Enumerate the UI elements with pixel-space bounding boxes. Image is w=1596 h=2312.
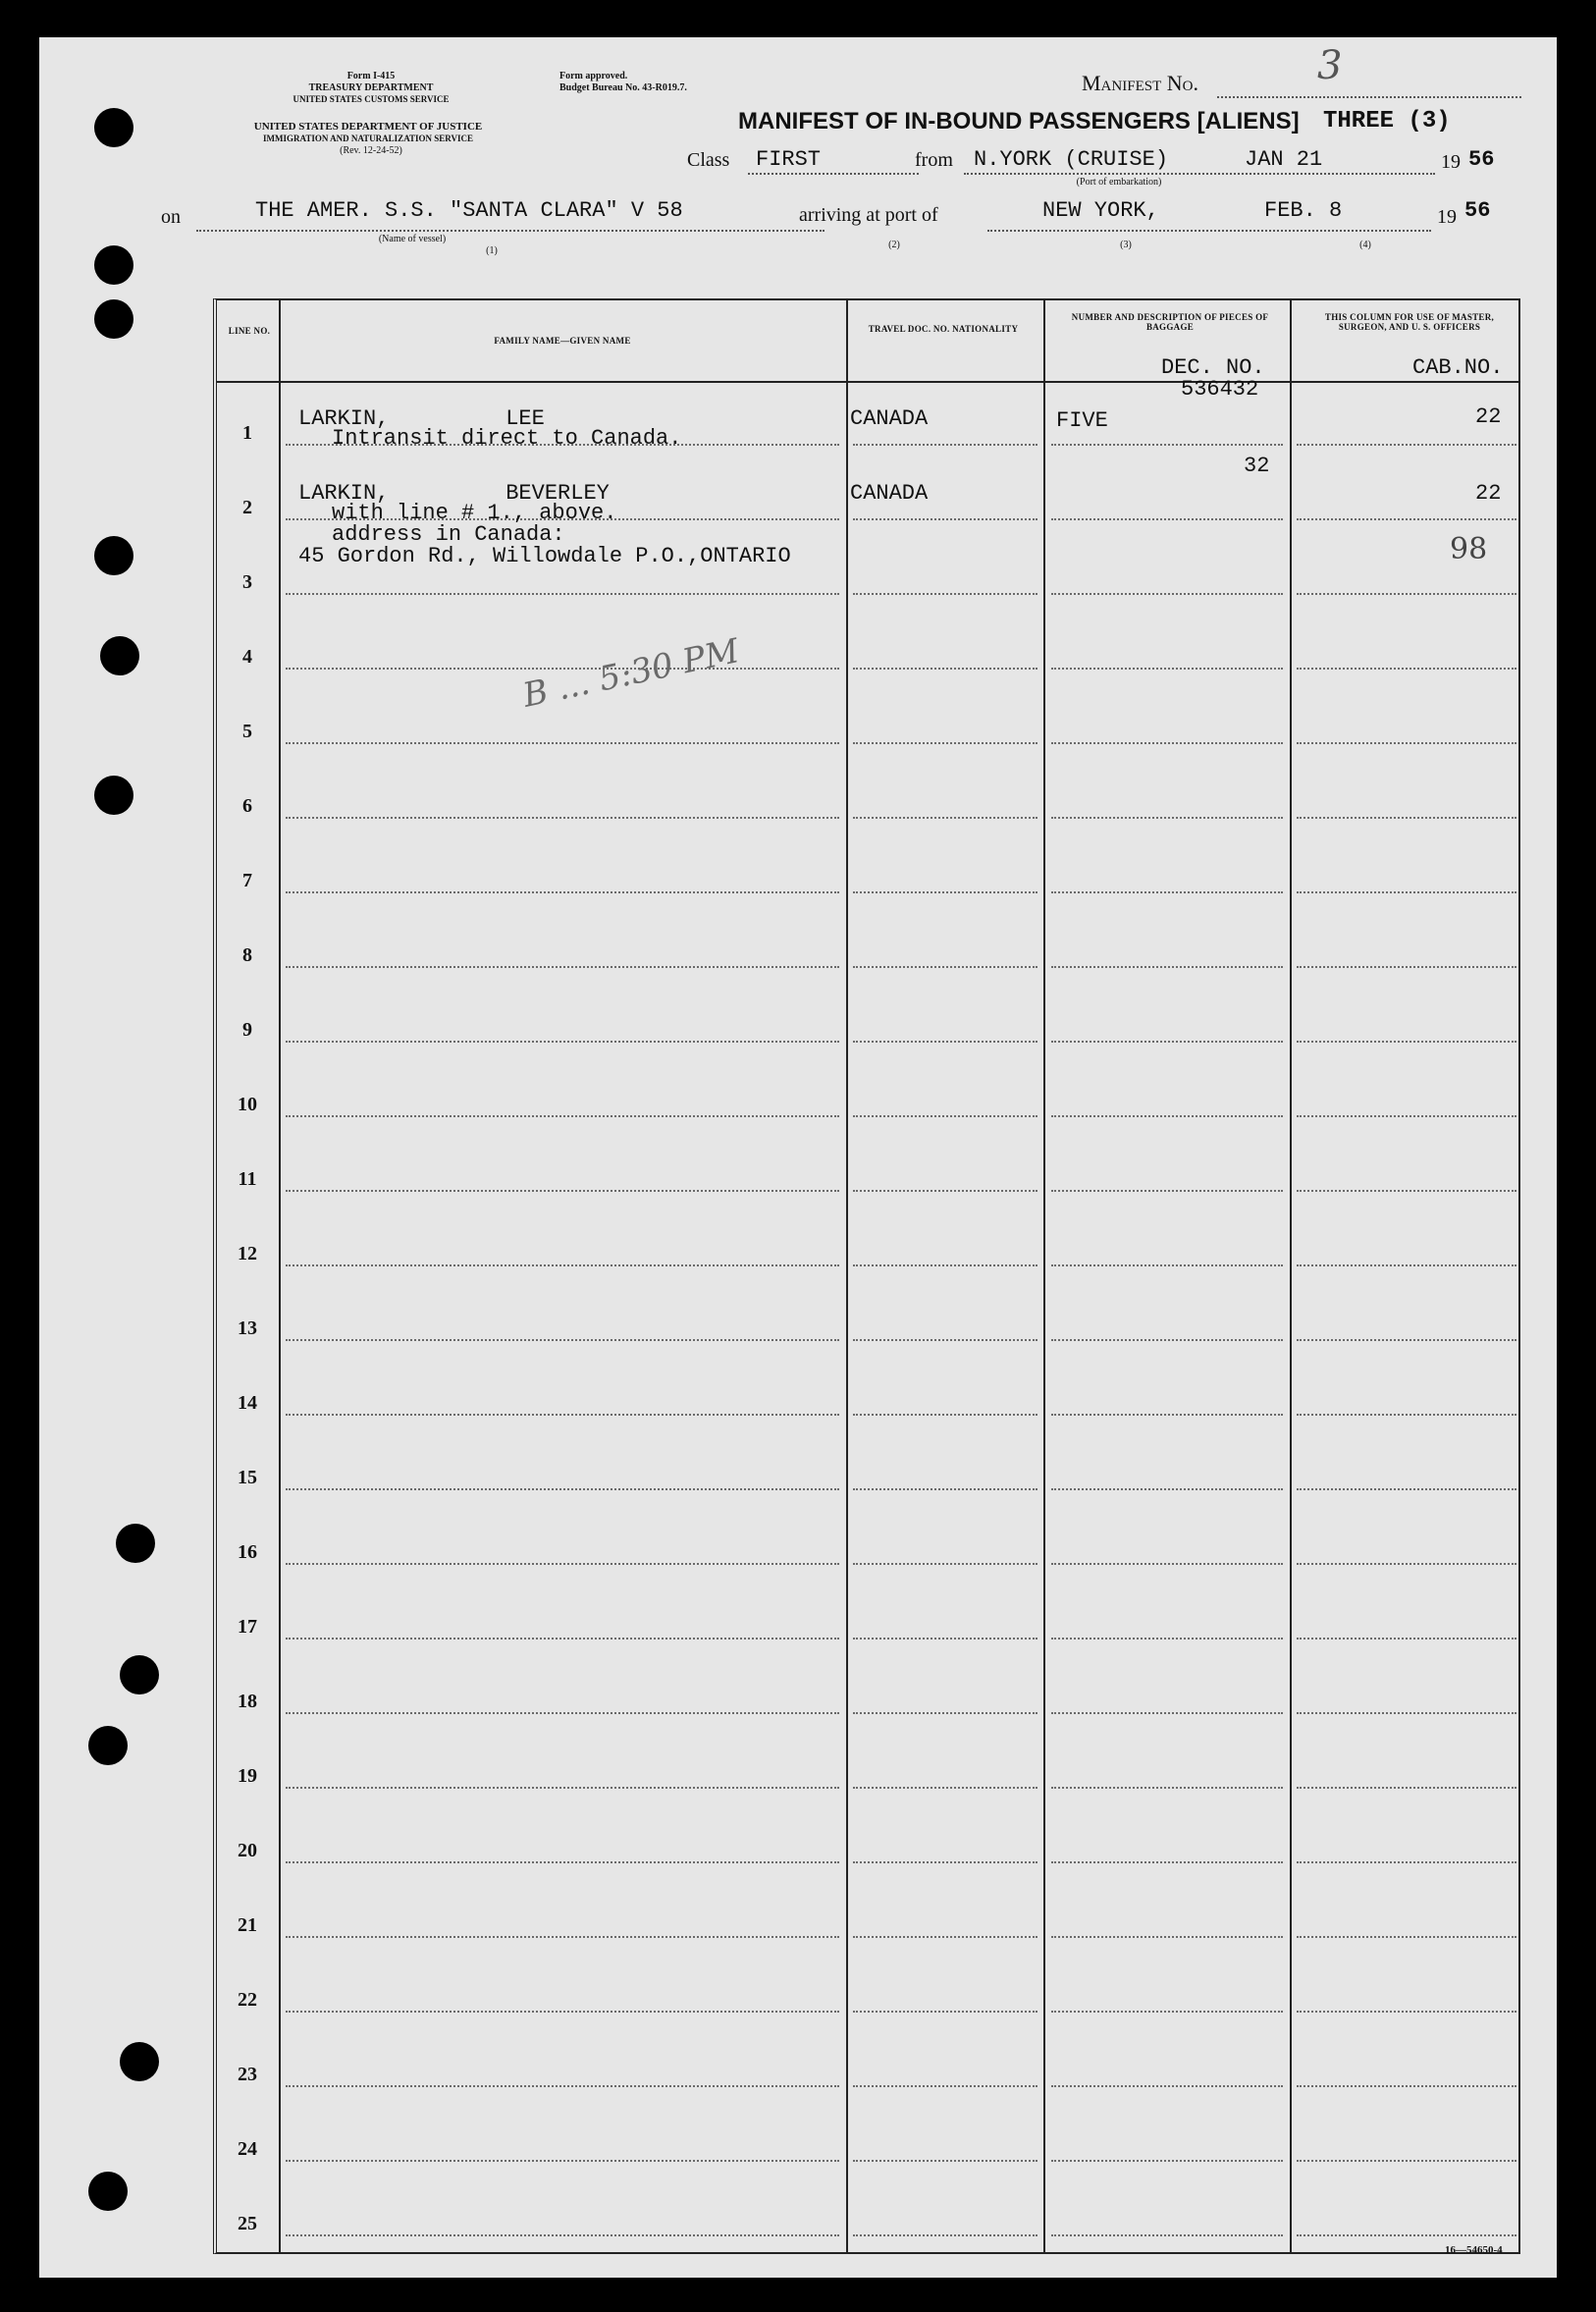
col-line-no: LINE NO. (228, 326, 271, 336)
line-number: 20 (238, 1840, 257, 1861)
row-dotted-line (1297, 1787, 1516, 1789)
col-baggage: NUMBER AND DESCRIPTION OF PIECES OF BAGGAGE (1071, 312, 1269, 332)
row-dotted-line (1051, 593, 1283, 595)
row-dotted-line (1297, 1861, 1516, 1863)
row-dotted-line (1051, 817, 1283, 819)
row-dotted-line (286, 742, 839, 744)
caption-1: (1) (486, 245, 498, 256)
row-dotted-line (286, 1115, 839, 1117)
on-label: on (161, 206, 181, 228)
caption-2: (2) (888, 240, 900, 250)
row-dotted-line (1051, 1488, 1283, 1490)
row-dotted-line (853, 2160, 1037, 2162)
line-number: 2 (242, 497, 252, 518)
row-dotted-line (1297, 1563, 1516, 1565)
passenger-2-name: LARKIN, BEVERLEY (298, 481, 610, 506)
passenger-1-nationality: CANADA (850, 406, 929, 431)
row-dotted-line (853, 668, 1037, 670)
class-value: FIRST (756, 147, 822, 172)
embark-year: 56 (1468, 147, 1495, 172)
row-dotted-line (853, 1638, 1037, 1640)
cab-no-header: CAB.NO. (1412, 355, 1504, 380)
punch-hole (94, 108, 133, 147)
row-dotted-line (1051, 1339, 1283, 1341)
line-number: 23 (238, 2064, 257, 2085)
embark-caption: (Port of embarkation) (1076, 177, 1162, 188)
row-dotted-line (853, 1041, 1037, 1043)
row-dotted-line (853, 593, 1037, 595)
row-dotted-line (286, 1339, 839, 1341)
row-dotted-line (286, 2160, 839, 2162)
row-dotted-line (286, 1414, 839, 1416)
passenger-2-note-a: with line # 1., above. (332, 501, 617, 525)
row-dotted-line (1051, 518, 1283, 520)
arriving-label: arriving at port of (799, 204, 938, 226)
manifest-no-label: Manifest No. (1082, 71, 1198, 95)
col-officers: THIS COLUMN FOR USE OF MASTER, SURGEON, AND U. S. OFFICERS (1324, 312, 1495, 332)
row-dotted-line (1051, 1638, 1283, 1640)
row-dotted-line (1051, 444, 1283, 446)
line-number: 19 (238, 1765, 257, 1787)
row-dotted-line (1297, 2234, 1516, 2236)
passenger-1-cab: 22 (1475, 404, 1502, 429)
row-dotted-line (853, 1712, 1037, 1714)
punch-hole (100, 636, 139, 675)
line-number: 4 (242, 646, 252, 668)
vessel-name: THE AMER. S.S. "SANTA CLARA" V 58 (255, 198, 683, 223)
line-number: 7 (242, 870, 252, 891)
arrival-port: NEW YORK, (1042, 198, 1159, 223)
row-dotted-line (1051, 1563, 1283, 1565)
class-label: Class (687, 149, 730, 171)
row-dotted-line (853, 817, 1037, 819)
row-dotted-line (853, 742, 1037, 744)
line-number: 5 (242, 721, 252, 742)
arrival-year-prefix: 19 (1437, 206, 1457, 228)
row-dotted-line (286, 1264, 839, 1266)
line-number: 10 (238, 1094, 257, 1115)
row-dotted-line (286, 2085, 839, 2087)
passenger-2-cab: 22 (1475, 481, 1502, 506)
row-dotted-line (853, 1563, 1037, 1565)
line-number: 12 (238, 1243, 257, 1264)
immigration-service: IMMIGRATION AND NATURALIZATION SERVICE (263, 134, 473, 143)
line-number: 24 (238, 2138, 257, 2160)
arrival-year: 56 (1464, 198, 1491, 223)
line-number: 14 (238, 1392, 257, 1414)
row-dotted-line (1051, 1264, 1283, 1266)
embark-year-prefix: 19 (1441, 151, 1461, 173)
row-dotted-line (853, 2085, 1037, 2087)
punch-hole (88, 2172, 128, 2211)
row-dotted-line (1297, 742, 1516, 744)
col-travel-doc: TRAVEL DOC. NO. NATIONALITY (868, 324, 1019, 334)
manifest-no-value: 3 (1317, 43, 1343, 88)
row-dotted-line (853, 1861, 1037, 1863)
row-dotted-line (853, 2234, 1037, 2236)
row-dotted-line (1297, 2085, 1516, 2087)
row-dotted-line (853, 1488, 1037, 1490)
row-dotted-line (286, 2234, 839, 2236)
customs-service: UNITED STATES CUSTOMS SERVICE (293, 94, 450, 104)
manifest-page (39, 37, 1557, 2278)
punch-hole (116, 1524, 155, 1563)
punch-hole (94, 776, 133, 815)
row-dotted-line (286, 2011, 839, 2013)
passenger-2-note-b: address in Canada: (332, 522, 565, 547)
handwritten-98: 98 (1450, 532, 1488, 566)
row-dotted-line (853, 1190, 1037, 1192)
row-dotted-line (1297, 1488, 1516, 1490)
row-dotted-line (1297, 1190, 1516, 1192)
row-dotted-line (286, 1712, 839, 1714)
vessel-caption: (Name of vessel) (378, 234, 447, 244)
passenger-2-note-c: 45 Gordon Rd., Willowdale P.O.,ONTARIO (298, 544, 791, 568)
line-number: 11 (238, 1168, 257, 1190)
dec-no-2: 32 (1244, 454, 1270, 478)
row-dotted-line (853, 444, 1037, 446)
line-number: 9 (242, 1019, 252, 1041)
line-number: 13 (238, 1317, 257, 1339)
treasury-dept: TREASURY DEPARTMENT (308, 82, 434, 93)
row-dotted-line (286, 1861, 839, 1863)
row-dotted-line (286, 966, 839, 968)
justice-dept: UNITED STATES DEPARTMENT OF JUSTICE (253, 121, 483, 133)
row-dotted-line (1297, 1414, 1516, 1416)
row-dotted-line (1051, 2085, 1283, 2087)
row-dotted-line (853, 891, 1037, 893)
row-dotted-line (1051, 2011, 1283, 2013)
from-label: from (915, 149, 953, 171)
manifest-title: MANIFEST OF IN-BOUND PASSENGERS [ALIENS] (738, 108, 1300, 134)
row-dotted-line (1051, 742, 1283, 744)
row-dotted-line (286, 1638, 839, 1640)
caption-4: (4) (1359, 240, 1371, 250)
row-dotted-line (1297, 817, 1516, 819)
row-dotted-line (1051, 668, 1283, 670)
line-number: 17 (238, 1616, 257, 1638)
row-dotted-line (1051, 1861, 1283, 1863)
footer-code: 16—54650-4 (1445, 2244, 1503, 2256)
row-dotted-line (1297, 891, 1516, 893)
row-dotted-line (1297, 966, 1516, 968)
row-dotted-line (1297, 2011, 1516, 2013)
line-number: 8 (242, 944, 252, 966)
budget-bureau: Budget Bureau No. 43-R019.7. (559, 82, 687, 93)
row-dotted-line (1051, 2160, 1283, 2162)
row-dotted-line (853, 2011, 1037, 2013)
row-dotted-line (853, 966, 1037, 968)
row-dotted-line (1051, 1936, 1283, 1938)
row-dotted-line (853, 1936, 1037, 1938)
row-dotted-line (1297, 1638, 1516, 1640)
row-dotted-line (286, 817, 839, 819)
embark-date: JAN 21 (1245, 147, 1323, 172)
line-number: 22 (238, 1989, 257, 2011)
row-dotted-line (853, 1787, 1037, 1789)
row-dotted-line (1297, 518, 1516, 520)
row-dotted-line (286, 1041, 839, 1043)
punch-hole (120, 2042, 159, 2081)
row-dotted-line (286, 1787, 839, 1789)
row-dotted-line (1051, 1712, 1283, 1714)
revision-date: (Rev. 12-24-52) (340, 145, 402, 156)
row-dotted-line (286, 1190, 839, 1192)
row-dotted-line (1297, 593, 1516, 595)
row-dotted-line (1297, 1041, 1516, 1043)
row-dotted-line (853, 1264, 1037, 1266)
punch-hole (94, 245, 133, 285)
row-dotted-line (853, 1414, 1037, 1416)
row-dotted-line (1051, 891, 1283, 893)
passenger-2-nationality: CANADA (850, 481, 929, 506)
manifest-count: THREE (3) (1323, 108, 1451, 134)
punch-hole (88, 1726, 128, 1765)
row-dotted-line (1297, 2160, 1516, 2162)
form-approved: Form approved. (559, 71, 628, 81)
line-number: 21 (238, 1914, 257, 1936)
row-dotted-line (286, 593, 839, 595)
line-number: 18 (238, 1691, 257, 1712)
line-number: 1 (242, 422, 252, 444)
line-number: 16 (238, 1541, 257, 1563)
row-dotted-line (1051, 1190, 1283, 1192)
row-dotted-line (286, 1488, 839, 1490)
row-dotted-line (1297, 1339, 1516, 1341)
dec-no-header: DEC. NO. (1161, 355, 1265, 380)
line-number: 6 (242, 795, 252, 817)
row-dotted-line (853, 518, 1037, 520)
row-dotted-line (1297, 668, 1516, 670)
col-name: FAMILY NAME—GIVEN NAME (494, 336, 631, 346)
passenger-1-baggage: FIVE (1056, 408, 1108, 433)
row-dotted-line (286, 1936, 839, 1938)
row-dotted-line (1051, 1041, 1283, 1043)
arrival-date: FEB. 8 (1264, 198, 1343, 223)
passenger-table (213, 298, 1520, 2254)
passenger-1-note: Intransit direct to Canada. (332, 426, 682, 451)
form-number: Form I-415 (346, 71, 396, 81)
row-dotted-line (1051, 2234, 1283, 2236)
row-dotted-line (1051, 1115, 1283, 1117)
punch-hole (94, 536, 133, 575)
row-dotted-line (286, 1563, 839, 1565)
row-dotted-line (853, 1339, 1037, 1341)
passenger-1-name: LARKIN, LEE (298, 406, 545, 431)
row-dotted-line (286, 891, 839, 893)
row-dotted-line (1297, 1264, 1516, 1266)
row-dotted-line (1051, 966, 1283, 968)
row-dotted-line (1297, 444, 1516, 446)
row-dotted-line (1297, 1712, 1516, 1714)
row-dotted-line (1297, 1115, 1516, 1117)
row-dotted-line (1051, 1787, 1283, 1789)
line-number: 25 (238, 2213, 257, 2234)
line-number: 15 (238, 1467, 257, 1488)
punch-hole (120, 1655, 159, 1694)
from-value: N.YORK (CRUISE) (974, 147, 1169, 172)
row-dotted-line (853, 1115, 1037, 1117)
row-dotted-line (1297, 1936, 1516, 1938)
dec-no-1: 536432 (1181, 377, 1259, 402)
handwritten-stamp: B ... 5:30 PM (519, 631, 743, 716)
row-dotted-line (1051, 1414, 1283, 1416)
caption-3: (3) (1120, 240, 1132, 250)
punch-hole (94, 299, 133, 339)
line-number: 3 (242, 571, 252, 593)
